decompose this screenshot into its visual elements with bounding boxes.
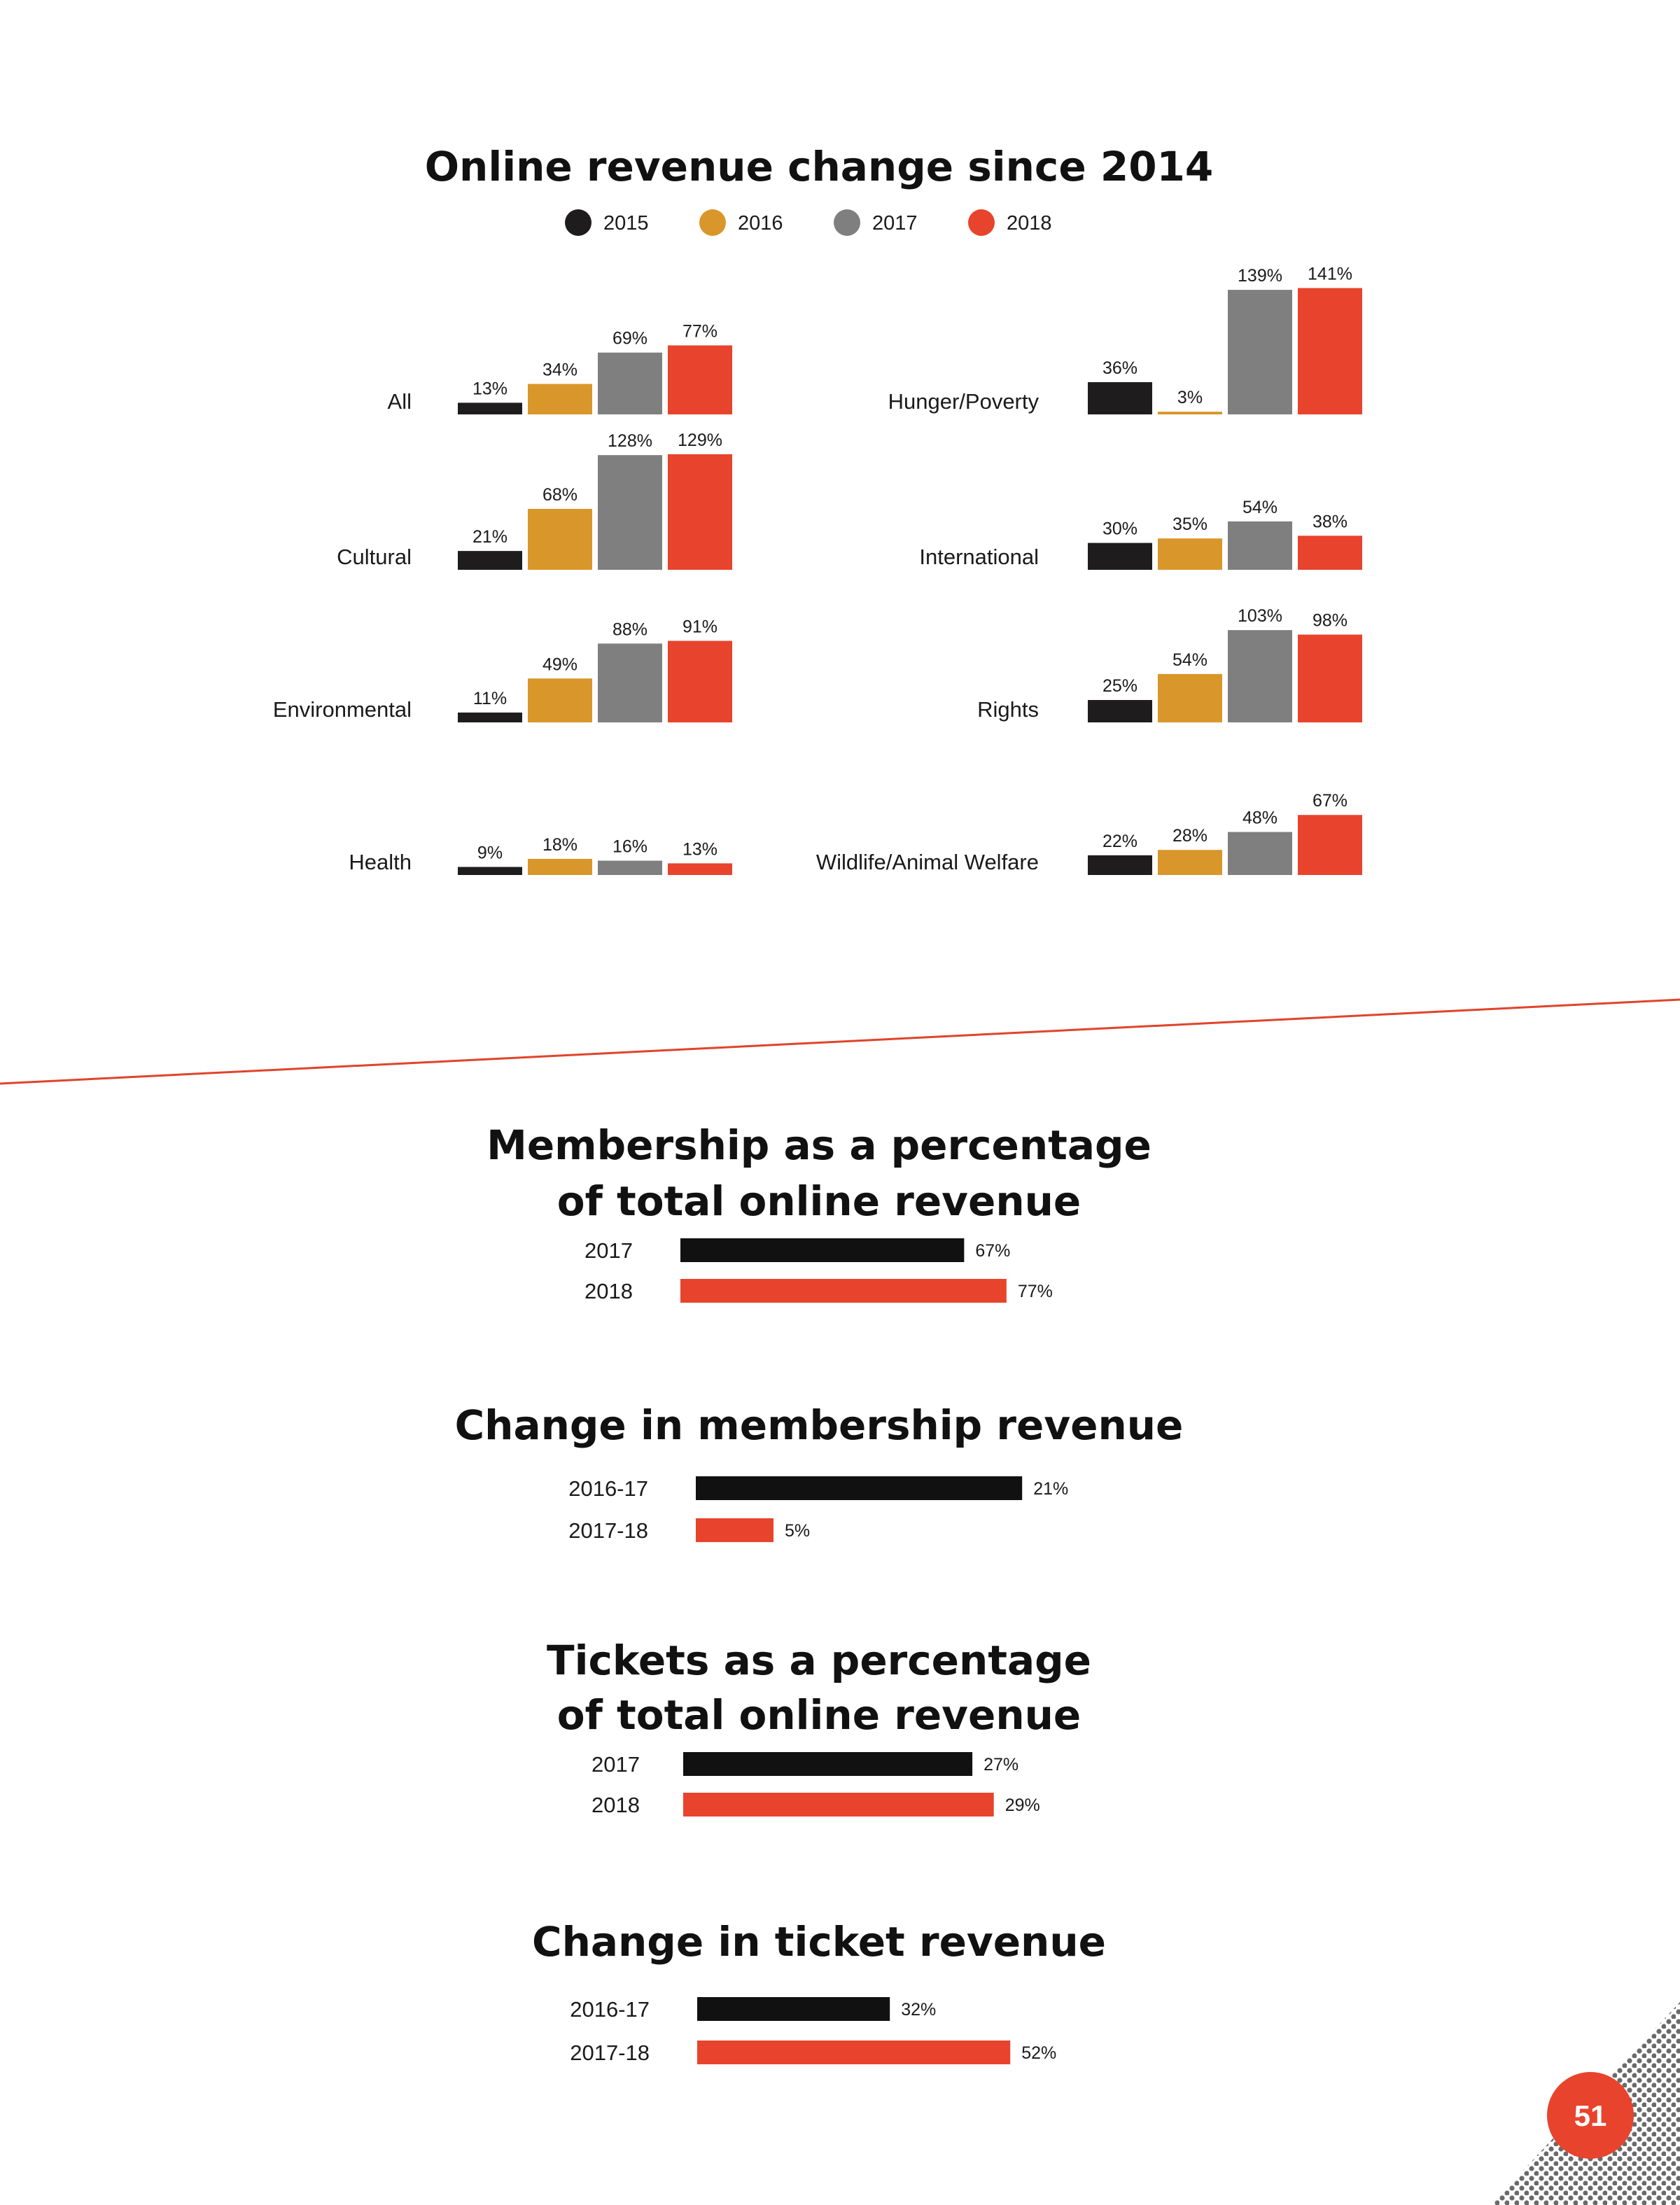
bar-label-environmental-2017: 88% <box>612 620 648 640</box>
hbar-3-2017 <box>683 1752 972 1776</box>
bar-label-hunger-poverty-2018: 141% <box>1308 264 1352 284</box>
category-label-environmental: Environmental <box>272 697 412 722</box>
page-number: 51 <box>1574 2099 1607 2132</box>
legend-swatch-2018 <box>968 209 995 236</box>
category-label-wildlife-animal-welfare: Wildlife/Animal Welfare <box>816 850 1039 874</box>
bar-label-hunger-poverty-2015: 36% <box>1102 358 1138 378</box>
bar-international-2016 <box>1158 538 1222 570</box>
bar-label-health-2016: 18% <box>542 834 578 855</box>
hbar-4-value-2016-17: 32% <box>901 2000 937 2019</box>
panel-hunger-poverty <box>888 265 1362 414</box>
hbar-chart-3-title-line-1: Tickets as a percentage <box>547 1637 1091 1684</box>
bar-rights-2018 <box>1298 635 1362 722</box>
bar-label-international-2017: 54% <box>1242 497 1278 517</box>
bar-label-international-2016: 35% <box>1172 514 1208 535</box>
bar-label-environmental-2018: 91% <box>682 617 718 637</box>
bar-label-environmental-2016: 49% <box>542 654 578 675</box>
hbar-chart-3-title-line-2: of total online revenue <box>556 1691 1082 1739</box>
online-revenue-chart <box>273 143 1362 875</box>
panel-international <box>919 498 1362 570</box>
hbar-3-value-2018: 29% <box>1004 1795 1040 1815</box>
bar-label-all-2017: 69% <box>612 328 648 349</box>
legend-label-2016: 2016 <box>738 212 783 234</box>
bar-international-2018 <box>1298 536 1362 570</box>
hbar-2-category-2017-18: 2017-18 <box>568 1518 648 1543</box>
bar-label-wildlife-animal-welfare-2018: 67% <box>1312 791 1348 811</box>
hbar-chart-1-title-line-1: Membership as a percentage <box>486 1121 1152 1169</box>
bar-label-cultural-2016: 68% <box>542 484 578 505</box>
bar-health-2015 <box>458 867 522 875</box>
online-revenue-panels <box>273 265 1362 875</box>
bar-label-cultural-2018: 129% <box>678 430 722 450</box>
legend-label-2018: 2018 <box>1007 212 1052 234</box>
bar-label-all-2015: 13% <box>472 379 508 399</box>
bar-health-2016 <box>528 859 592 875</box>
bar-label-health-2018: 13% <box>682 839 718 860</box>
bar-label-wildlife-animal-welfare-2017: 48% <box>1242 808 1278 828</box>
bar-all-2016 <box>528 384 592 414</box>
bar-label-health-2017: 16% <box>612 836 648 857</box>
bar-rights-2017 <box>1228 630 1292 722</box>
hbar-1-category-2017: 2017 <box>584 1238 633 1263</box>
chart-legend <box>565 209 1052 236</box>
hbar-1-value-2018: 77% <box>1017 1282 1053 1301</box>
bar-rights-2016 <box>1158 674 1222 722</box>
hbar-chart-1 <box>486 1121 1152 1303</box>
hbar-1-value-2017: 67% <box>975 1241 1011 1261</box>
category-label-international: International <box>919 545 1039 569</box>
bar-label-wildlife-animal-welfare-2015: 22% <box>1102 831 1138 851</box>
bar-label-international-2018: 38% <box>1312 512 1348 532</box>
hbar-4-category-2016-17: 2016-17 <box>570 1997 650 2022</box>
hbar-4-value-2017-18: 52% <box>1021 2043 1057 2063</box>
panel-wildlife-animal-welfare <box>816 791 1362 875</box>
hbar-chart-4-title-line-1: Change in ticket revenue <box>532 1918 1106 1966</box>
hbar-3-value-2017: 27% <box>983 1755 1019 1774</box>
bar-label-cultural-2015: 21% <box>472 527 508 547</box>
category-label-rights: Rights <box>977 697 1039 722</box>
hbar-chart-4 <box>532 1918 1106 2065</box>
membership-ticket-charts <box>455 1121 1184 2065</box>
hbar-chart-3 <box>547 1637 1091 1817</box>
bar-all-2017 <box>598 353 662 414</box>
bar-label-all-2016: 34% <box>542 360 578 380</box>
hbar-1-category-2018: 2018 <box>584 1279 633 1303</box>
online-revenue-chart-title: Online revenue change since 2014 <box>424 143 1214 190</box>
hbar-chart-2 <box>455 1401 1184 1543</box>
bar-hunger-poverty-2015 <box>1088 382 1152 414</box>
bar-health-2018 <box>668 863 732 875</box>
category-label-hunger-poverty: Hunger/Poverty <box>888 389 1039 414</box>
hbar-2-value-2016-17: 21% <box>1033 1479 1069 1499</box>
bar-cultural-2017 <box>598 455 662 570</box>
bar-label-environmental-2015: 11% <box>472 688 507 708</box>
hbar-chart-2-title-line-1: Change in membership revenue <box>454 1401 1184 1449</box>
bar-environmental-2015 <box>458 713 522 722</box>
hbar-2-value-2017-18: 5% <box>785 1521 811 1541</box>
panel-environmental <box>273 617 732 722</box>
hbar-2-category-2016-17: 2016-17 <box>568 1476 648 1501</box>
bar-cultural-2016 <box>528 509 592 570</box>
bar-international-2017 <box>1228 522 1292 570</box>
hbar-3-2018 <box>683 1793 994 1816</box>
bar-environmental-2018 <box>668 641 732 722</box>
bar-label-rights-2017: 103% <box>1238 606 1282 626</box>
bar-wildlife-animal-welfare-2018 <box>1298 815 1362 875</box>
legend-swatch-2017 <box>834 209 860 236</box>
hbar-4-2016-17 <box>697 1997 890 2021</box>
legend-swatch-2016 <box>699 209 726 236</box>
bar-international-2015 <box>1088 543 1152 570</box>
legend-label-2015: 2015 <box>603 212 649 234</box>
bar-hunger-poverty-2017 <box>1228 290 1292 414</box>
bar-label-rights-2015: 25% <box>1102 676 1138 696</box>
hbar-4-2017-18 <box>697 2040 1010 2064</box>
bar-label-rights-2018: 98% <box>1312 610 1348 631</box>
hbar-2-2016-17 <box>696 1476 1022 1500</box>
hbar-2-2017-18 <box>696 1518 774 1542</box>
hbar-1-2018 <box>680 1279 1007 1303</box>
panel-all <box>388 321 732 414</box>
hbar-chart-1-title-line-2: of total online revenue <box>556 1177 1082 1225</box>
category-label-all: All <box>387 389 412 414</box>
bar-environmental-2016 <box>528 678 592 722</box>
bar-hunger-poverty-2016 <box>1158 412 1222 414</box>
bar-wildlife-animal-welfare-2016 <box>1158 850 1222 875</box>
hbar-3-category-2018: 2018 <box>592 1793 640 1817</box>
bar-all-2018 <box>668 345 732 414</box>
hbar-1-2017 <box>680 1238 964 1262</box>
bar-label-all-2018: 77% <box>682 321 718 342</box>
panel-rights <box>977 606 1362 722</box>
legend-swatch-2015 <box>565 209 592 236</box>
bar-label-wildlife-animal-welfare-2016: 28% <box>1172 826 1208 846</box>
page-number-badge <box>1547 2072 1634 2159</box>
bar-label-rights-2016: 54% <box>1172 650 1208 670</box>
bar-label-cultural-2017: 128% <box>608 431 652 451</box>
bar-environmental-2017 <box>598 643 662 722</box>
legend-label-2017: 2017 <box>872 212 918 234</box>
bar-label-hunger-poverty-2017: 139% <box>1238 266 1282 286</box>
bar-label-international-2015: 30% <box>1102 519 1138 539</box>
bar-health-2017 <box>598 861 662 875</box>
bar-hunger-poverty-2018 <box>1298 288 1362 414</box>
hbar-3-category-2017: 2017 <box>592 1752 640 1777</box>
hbar-4-category-2017-18: 2017-18 <box>570 2040 650 2065</box>
bar-wildlife-animal-welfare-2017 <box>1228 832 1292 875</box>
section-divider <box>0 1000 1680 1084</box>
category-label-cultural: Cultural <box>337 545 412 569</box>
category-label-health: Health <box>349 850 412 874</box>
panel-health <box>349 835 732 875</box>
panel-cultural <box>337 430 732 570</box>
bar-all-2015 <box>458 402 522 414</box>
bar-cultural-2018 <box>668 454 732 570</box>
bar-label-hunger-poverty-2016: 3% <box>1177 388 1203 408</box>
bar-cultural-2015 <box>458 551 522 570</box>
bar-rights-2015 <box>1088 700 1152 722</box>
bar-wildlife-animal-welfare-2015 <box>1088 855 1152 875</box>
bar-label-health-2015: 9% <box>477 843 503 863</box>
